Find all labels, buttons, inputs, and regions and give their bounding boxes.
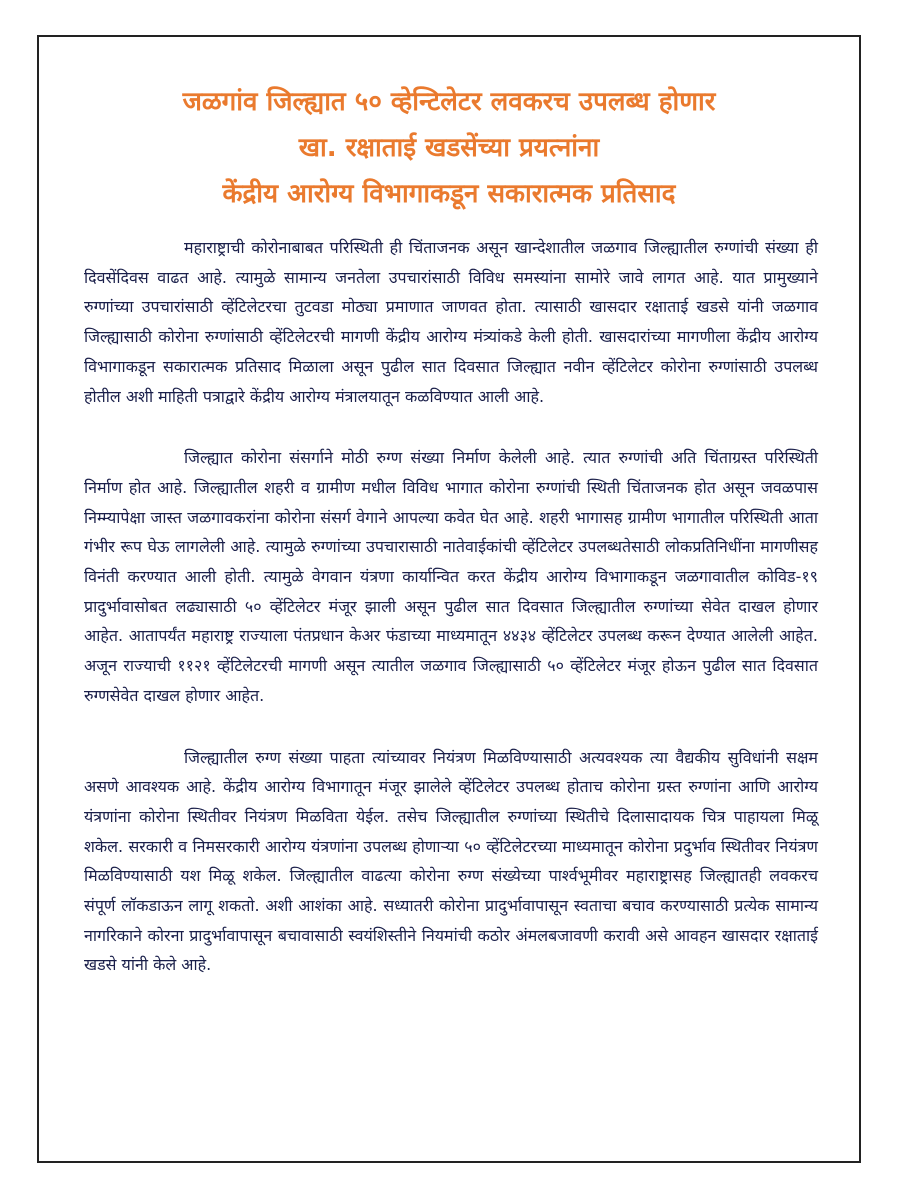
headline-line-2: खा. रक्षाताई खडसेंच्या प्रयत्नांना xyxy=(298,133,600,163)
paragraph-1: महाराष्ट्राची कोरोनाबाबत परिस्थिती ही चिंताजनक असून खान्देशातील जळगाव जिल्ह्यातील रुग्णांची संख्या ही दिवसेंदिवस वाढत आहे. त्यामुळे सामान्य जनतेला उपचारांसाठी विविध समस्यांना सामोरे जावे लागत आहे. यात प्रामुख्याने रुग्णांच्या उपचारांसाठी व्हेंटिलेटरचा तुटवडा मोठ्या प्रमाणात जाणवत होता. त्यासाठी खासदार रक्षाताई खडसे यांनी जळगाव जिल्ह्यासाठी कोरोना रुग्णांसाठी व्हेंटिलेटरची मागणी केंद्रीय आरोग्य मंत्र्यांकडे केली होती. खासदारांच्या मागणीला केंद्रीय आरोग्य विभागाकडून सकारात्मक प्रतिसाद मिळाला असून पुढील सात दिवसात जिल्ह्यात नवीन व्हेंटिलेटर कोरोना रुग्णांसाठी उपलब्ध होतील अशी माहिती पत्राद्वारे केंद्रीय आरोग्य मंत्रालयातून कळविण्यात आली आहे. xyxy=(84,238,818,406)
headline-line-3: केंद्रीय आरोग्य विभागाकडून सकारात्मक प्रतिसाद xyxy=(222,179,676,209)
article-body xyxy=(84,233,818,1012)
headline xyxy=(39,79,859,217)
headline-line-1: जळगांव जिल्ह्यात ५० व्हेन्टिलेटर लवकरच उपलब्ध होणार xyxy=(182,87,716,117)
paragraph-2: जिल्ह्यात कोरोना संसर्गाने मोठी रुग्ण संख्या निर्माण केलेली आहे. त्यात रुग्णांची अति चिंताग्रस्त परिस्थिती निर्माण होत आहे. जिल्ह्यातील शहरी व ग्रामीण मधील विविध भागात कोरोना रुग्णांची स्थिती चिंताजनक होत असून जवळपास निम्म्यापेक्षा जास्त जळगावकरांना कोरोना संसर्ग वेगाने आपल्या कवेत घेत आहे. शहरी भागासह ग्रामीण भागातील परिस्थिती आता गंभीर रूप घेऊ लागलेली आहे. त्यामुळे रुग्णांच्या उपचारासाठी नातेवाईकांची व्हेंटिलेटर उपलब्धतेसाठी लोकप्रतिनिधींना मागणीसह विनंती करण्यात आली होती. त्यामुळे वेगवान यंत्रणा कार्यान्वित करत केंद्रीय आरोग्य विभागाकडून जळगावातील कोविड-१९ प्रादुर्भावासोबत लढ्यासाठी ५० व्हेंटिलेटर मंजूर झाली असून पुढील सात दिवसात जिल्ह्यातील रुग्णांच्या सेवेत दाखल होणार आहेत. आतापर्यंत महाराष्ट्र राज्याला पंतप्रधान केअर फंडाच्या माध्यमातून ४४३४ व्हेंटिलेटर उपलब्ध करून देण्यात आलेली आहेत. अजून राज्याची ११२१ व्हेंटिलेटरची मागणी असून त्यातील जळगाव जिल्ह्यासाठी ५० व्हेंटिलेटर मंजूर होऊन पुढील सात दिवसात रुग्णसेवेत दाखल होणार आहेत. xyxy=(84,448,818,705)
paragraph-3: जिल्ह्यातील रुग्ण संख्या पाहता त्यांच्यावर नियंत्रण मिळविण्यासाठी अत्यवश्यक त्या वैद्यकीय सुविधांनी सक्षम असणे आवश्यक आहे. केंद्रीय आरोग्य विभागातून मंजूर झालेले व्हेंटिलेटर उपलब्ध होताच कोरोना ग्रस्त रुग्णांना आणि आरोग्य यंत्रणांना कोरोना स्थितीवर नियंत्रण मिळविता येईल. तसेच जिल्ह्यातील रुग्णांच्या स्थितीचे दिलासादायक चित्र पाहायला मिळू शकेल. सरकारी व निमसरकारी आरोग्य यंत्रणांना उपलब्ध होणाऱ्या ५० व्हेंटिलेटरच्या माध्यमातून कोरोना प्रदुर्भाव स्थितीवर नियंत्रण मिळविण्यासाठी यश मिळू शकेल. जिल्ह्यातील वाढत्या कोरोना रुग्ण संख्येच्या पार्श्वभूमीवर महाराष्ट्रासह जिल्ह्यातही लवकरच संपूर्ण लॉकडाऊन लागू शकतो. अशी आशंका आहे. सध्यातरी कोरोना प्रादुर्भावापासून स्वताचा बचाव करण्यासाठी प्रत्येक सामान्य नागरिकाने कोरना प्रादुर्भावापासून बचावासाठी स्वयंशिस्तीने नियमांची कठोर अंमलबजावणी करावी असे आवहन खासदार रक्षाताई खडसे यांनी केले आहे. xyxy=(84,747,818,975)
document-border xyxy=(37,35,861,1163)
